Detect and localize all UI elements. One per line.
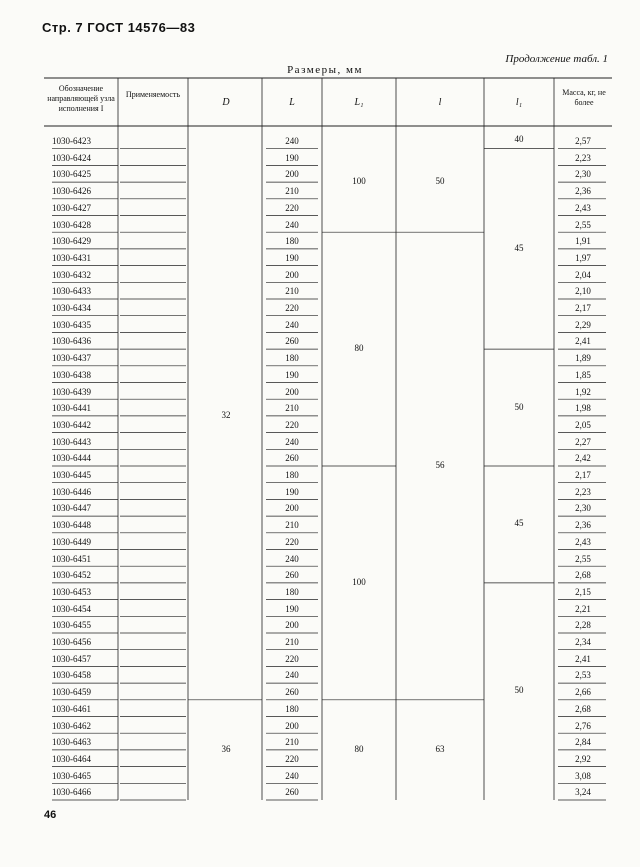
designation-cell: 1030-6442 bbox=[52, 419, 91, 430]
L-cell: 180 bbox=[285, 353, 299, 364]
L-cell: 200 bbox=[285, 269, 299, 280]
header-L1: L₁ bbox=[354, 97, 364, 108]
mass-cell: 2,34 bbox=[575, 637, 591, 647]
mass-cell: 2,29 bbox=[575, 319, 591, 330]
designation-cell: 1030-6464 bbox=[52, 753, 91, 764]
mass-cell: 2,55 bbox=[575, 219, 591, 230]
designation-cell: 1030-6439 bbox=[52, 386, 91, 397]
L-cell: 190 bbox=[285, 486, 299, 497]
mass-cell: 3,08 bbox=[575, 770, 591, 781]
mass-cell: 2,84 bbox=[575, 737, 591, 748]
L-cell: 210 bbox=[285, 520, 299, 531]
group-l-value: 56 bbox=[435, 460, 445, 470]
header-L: L bbox=[289, 97, 295, 108]
mass-cell: 3,24 bbox=[575, 787, 591, 798]
mass-cell: 2,53 bbox=[575, 670, 591, 681]
L-cell: 220 bbox=[285, 303, 299, 313]
designation-cell: 1030-6424 bbox=[52, 152, 91, 163]
mass-cell: 2,55 bbox=[575, 553, 591, 564]
mass-cell: 2,10 bbox=[575, 286, 591, 297]
L-cell: 240 bbox=[285, 770, 299, 781]
L-cell: 210 bbox=[285, 737, 299, 748]
header-designation: Обозначение направляющей узла исполнения I bbox=[47, 84, 115, 113]
mass-cell: 2,41 bbox=[575, 336, 591, 347]
L-cell: 260 bbox=[285, 787, 299, 798]
mass-cell: 2,66 bbox=[575, 687, 591, 698]
designation-cell: 1030-6429 bbox=[52, 236, 91, 247]
group-l1-value: 40 bbox=[514, 134, 524, 145]
designation-cell: 1030-6431 bbox=[52, 252, 91, 263]
designation-cell: 1030-6433 bbox=[52, 286, 91, 297]
L-cell: 200 bbox=[285, 620, 299, 631]
L-cell: 190 bbox=[285, 603, 299, 614]
size-caption: Размеры, мм bbox=[287, 64, 363, 76]
mass-cell: 1,91 bbox=[575, 236, 591, 247]
mass-cell: 2,42 bbox=[575, 453, 591, 464]
group-D-value: 32 bbox=[221, 409, 231, 420]
designation-cell: 1030-6428 bbox=[52, 219, 91, 230]
L-cell: 240 bbox=[285, 136, 299, 146]
designation-cell: 1030-6455 bbox=[52, 620, 91, 631]
L-cell: 210 bbox=[285, 186, 299, 197]
mass-cell: 2,27 bbox=[575, 436, 591, 447]
designation-cell: 1030-6426 bbox=[52, 186, 91, 197]
designation-cell: 1030-6447 bbox=[52, 503, 91, 514]
mass-cell: 1,98 bbox=[575, 403, 591, 414]
group-l-value: 50 bbox=[435, 176, 445, 187]
group-L1-value: 80 bbox=[354, 743, 364, 754]
designation-cell: 1030-6453 bbox=[52, 586, 91, 597]
designation-cell: 1030-6435 bbox=[52, 319, 91, 330]
header-application: Применяемость bbox=[125, 90, 181, 99]
designation-cell: 1030-6457 bbox=[52, 653, 91, 664]
mass-cell: 2,76 bbox=[575, 720, 591, 731]
page-number: 46 bbox=[44, 809, 57, 821]
L-cell: 180 bbox=[285, 236, 299, 247]
designation-cell: 1030-6446 bbox=[52, 486, 91, 497]
designation-cell: 1030-6434 bbox=[52, 303, 91, 313]
mass-cell: 2,68 bbox=[575, 703, 591, 714]
L-cell: 200 bbox=[285, 386, 299, 397]
mass-cell: 2,17 bbox=[575, 303, 591, 313]
group-l-value: 63 bbox=[435, 743, 445, 754]
L-cell: 240 bbox=[285, 319, 299, 330]
page-header: Стр. 7 ГОСТ 14576—83 bbox=[42, 20, 196, 35]
L-cell: 220 bbox=[285, 753, 299, 764]
mass-cell: 2,92 bbox=[575, 753, 591, 764]
mass-cell: 2,43 bbox=[575, 536, 591, 547]
designation-cell: 1030-6441 bbox=[52, 403, 91, 414]
designation-cell: 1030-6458 bbox=[52, 670, 91, 681]
designation-cell: 1030-6466 bbox=[52, 787, 91, 798]
L-cell: 210 bbox=[285, 286, 299, 297]
mass-cell: 2,21 bbox=[575, 603, 591, 614]
designation-cell: 1030-6432 bbox=[52, 269, 91, 280]
L-cell: 220 bbox=[285, 419, 299, 430]
designation-cell: 1030-6436 bbox=[52, 336, 91, 347]
header-l: l bbox=[438, 97, 442, 108]
mass-cell: 2,30 bbox=[575, 503, 591, 514]
designation-cell: 1030-6449 bbox=[52, 536, 91, 547]
L-cell: 240 bbox=[285, 553, 299, 564]
designation-cell: 1030-6437 bbox=[52, 353, 91, 364]
designation-cell: 1030-6456 bbox=[52, 637, 91, 647]
mass-cell: 2,30 bbox=[575, 169, 591, 180]
header-l1: l₁ bbox=[515, 97, 523, 108]
L-cell: 260 bbox=[285, 336, 299, 347]
header-mass: Масса, кг, не более bbox=[562, 88, 606, 107]
L-cell: 200 bbox=[285, 720, 299, 731]
L-cell: 200 bbox=[285, 503, 299, 514]
designation-cell: 1030-6423 bbox=[52, 136, 91, 146]
mass-cell: 2,28 bbox=[575, 620, 591, 631]
mass-cell: 2,57 bbox=[575, 136, 591, 146]
mass-cell: 2,23 bbox=[575, 152, 591, 163]
designation-cell: 1030-6445 bbox=[52, 470, 91, 480]
group-D-value: 36 bbox=[221, 743, 231, 754]
mass-cell: 2,43 bbox=[575, 202, 591, 213]
designation-cell: 1030-6451 bbox=[52, 553, 91, 564]
designation-cell: 1030-6463 bbox=[52, 737, 91, 748]
mass-cell: 1,97 bbox=[575, 252, 591, 263]
mass-cell: 1,89 bbox=[575, 353, 591, 364]
mass-cell: 2,17 bbox=[575, 470, 591, 480]
designation-cell: 1030-6438 bbox=[52, 369, 91, 380]
designation-cell: 1030-6459 bbox=[52, 687, 91, 698]
mass-cell: 2,05 bbox=[575, 419, 591, 430]
L-cell: 240 bbox=[285, 436, 299, 447]
L-cell: 210 bbox=[285, 403, 299, 414]
mass-cell: 2,68 bbox=[575, 570, 591, 581]
designation-cell: 1030-6427 bbox=[52, 202, 91, 213]
L-cell: 240 bbox=[285, 219, 299, 230]
mass-cell: 2,36 bbox=[575, 520, 591, 531]
designation-cell: 1030-6444 bbox=[52, 453, 91, 464]
L-cell: 220 bbox=[285, 653, 299, 664]
mass-cell: 1,85 bbox=[575, 369, 591, 380]
mass-cell: 2,23 bbox=[575, 486, 591, 497]
L-cell: 190 bbox=[285, 252, 299, 263]
mass-cell: 2,04 bbox=[575, 269, 591, 280]
L-cell: 180 bbox=[285, 586, 299, 597]
header-D: D bbox=[222, 97, 230, 108]
group-L1-value: 100 bbox=[352, 576, 366, 587]
group-l1-value: 50 bbox=[514, 685, 524, 696]
designation-cell: 1030-6465 bbox=[52, 770, 91, 781]
L-cell: 240 bbox=[285, 670, 299, 681]
group-l1-value: 45 bbox=[514, 518, 524, 529]
group-L1-value: 100 bbox=[352, 176, 366, 187]
L-cell: 200 bbox=[285, 169, 299, 180]
mass-cell: 2,15 bbox=[575, 586, 591, 597]
L-cell: 190 bbox=[285, 369, 299, 380]
mass-cell: 2,36 bbox=[575, 186, 591, 197]
group-l1-value: 45 bbox=[514, 242, 524, 253]
designation-cell: 1030-6454 bbox=[52, 603, 91, 614]
designation-cell: 1030-6461 bbox=[52, 703, 91, 714]
designation-cell: 1030-6443 bbox=[52, 436, 91, 447]
designation-cell: 1030-6452 bbox=[52, 570, 91, 581]
L-cell: 190 bbox=[285, 152, 299, 163]
designation-cell: 1030-6425 bbox=[52, 169, 91, 180]
designation-cell: 1030-6448 bbox=[52, 520, 91, 531]
L-cell: 220 bbox=[285, 536, 299, 547]
mass-cell: 1,92 bbox=[575, 386, 591, 397]
group-L1-value: 80 bbox=[354, 343, 364, 354]
group-l1-value: 50 bbox=[514, 401, 524, 412]
L-cell: 260 bbox=[285, 453, 299, 464]
L-cell: 180 bbox=[285, 470, 299, 480]
L-cell: 180 bbox=[285, 703, 299, 714]
continuation-caption: Продолжение табл. 1 bbox=[505, 53, 608, 65]
L-cell: 210 bbox=[285, 637, 299, 647]
L-cell: 220 bbox=[285, 202, 299, 213]
L-cell: 260 bbox=[285, 570, 299, 581]
L-cell: 260 bbox=[285, 687, 299, 698]
designation-cell: 1030-6462 bbox=[52, 720, 91, 731]
mass-cell: 2,41 bbox=[575, 653, 591, 664]
